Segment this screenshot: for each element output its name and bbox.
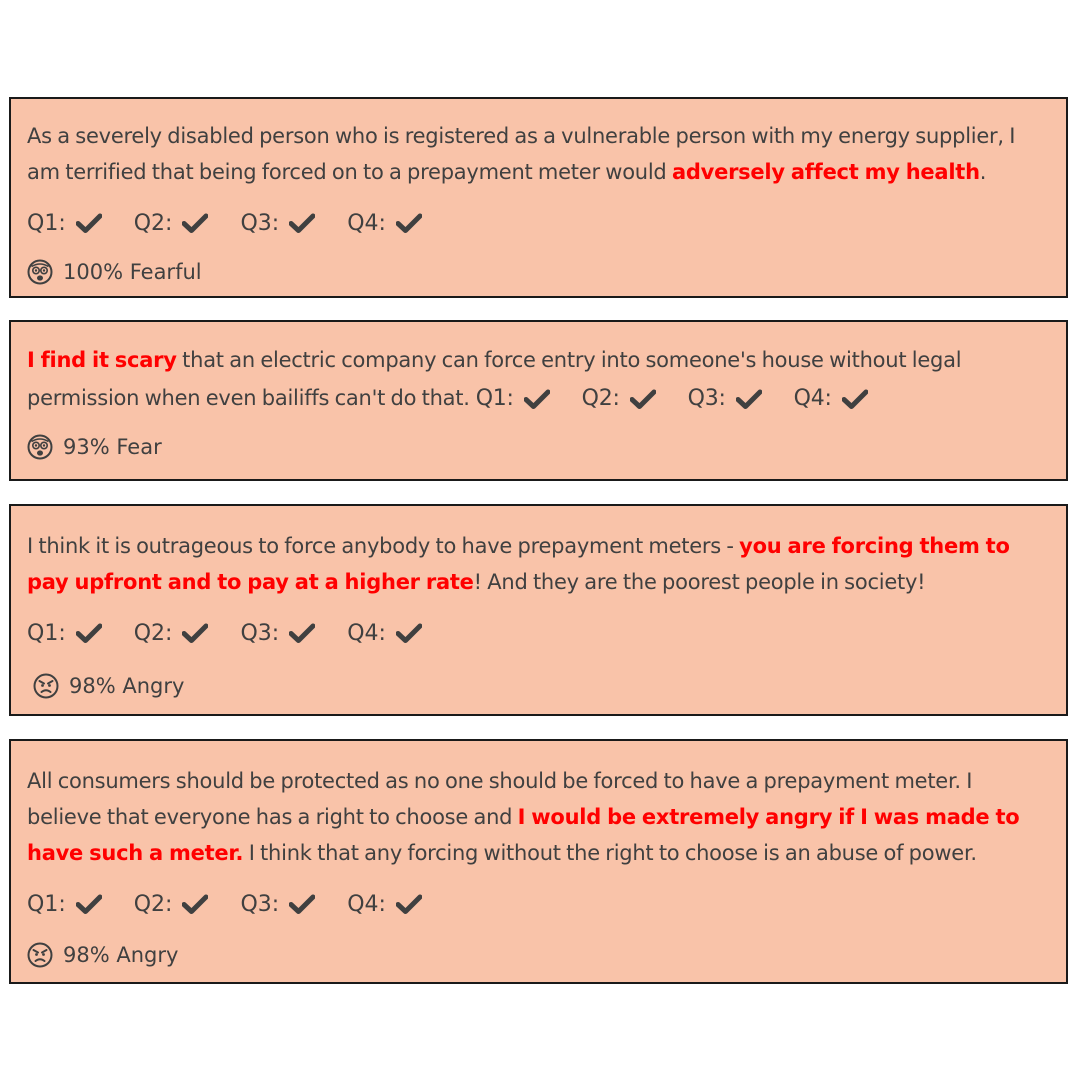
checkmark-icon bbox=[182, 213, 208, 233]
question-label: Q2: bbox=[133, 210, 173, 236]
question-check bbox=[134, 211, 209, 236]
comment-card bbox=[9, 739, 1068, 984]
emotion-label: 98% Angry bbox=[69, 674, 185, 698]
comment-line bbox=[27, 379, 1050, 418]
question-check bbox=[240, 892, 315, 917]
text-segment: . bbox=[979, 160, 987, 184]
highlighted-phrase: I find it scary bbox=[27, 348, 177, 372]
comment-line bbox=[27, 341, 1050, 379]
question-check bbox=[240, 211, 315, 236]
checkmark-icon bbox=[289, 623, 315, 643]
comment-line bbox=[27, 564, 1050, 600]
angry-face-icon bbox=[33, 673, 59, 699]
comment-line bbox=[27, 763, 1050, 799]
highlighted-phrase: adversely affect my health bbox=[671, 160, 980, 184]
question-check bbox=[27, 621, 102, 646]
checkmark-icon bbox=[396, 213, 422, 233]
highlighted-phrase: I would be extremely angry if I was made to bbox=[517, 805, 1020, 829]
question-label: Q3: bbox=[240, 210, 280, 236]
question-label: Q1: bbox=[27, 620, 66, 646]
emotion-badge bbox=[27, 938, 1050, 972]
highlighted-phrase: pay upfront and to pay at a higher rate bbox=[27, 570, 474, 594]
question-checks bbox=[476, 380, 900, 418]
comment-card bbox=[9, 320, 1068, 481]
question-check bbox=[27, 211, 102, 236]
checkmark-icon bbox=[76, 894, 102, 914]
question-check bbox=[476, 380, 550, 418]
angry-face-icon bbox=[27, 942, 53, 968]
question-label: Q4: bbox=[793, 386, 832, 411]
question-check bbox=[27, 892, 102, 917]
checkmark-icon bbox=[76, 623, 102, 643]
question-label: Q3: bbox=[687, 386, 726, 411]
question-label: Q2: bbox=[581, 386, 620, 411]
comment-text bbox=[27, 341, 1050, 418]
comment-card bbox=[9, 504, 1068, 716]
text-segment: All consumers should be protected as no one should be forced to have a prepayment meter. I bbox=[27, 769, 973, 793]
comment-line bbox=[27, 799, 1050, 835]
question-label: Q1: bbox=[27, 891, 66, 917]
text-segment: permission when even bailiffs can't do that. bbox=[27, 386, 470, 410]
text-segment: am terrified that being forced on to a prepayment meter would bbox=[27, 160, 672, 184]
comment-line bbox=[27, 154, 1050, 190]
question-checks bbox=[27, 613, 1050, 653]
comment-text bbox=[27, 528, 1050, 600]
checkmark-icon bbox=[630, 389, 656, 409]
checkmark-icon bbox=[396, 623, 422, 643]
text-segment: that an electric company can force entry into someone's house without legal bbox=[176, 348, 962, 372]
emotion-badge bbox=[27, 430, 1050, 464]
question-checks bbox=[27, 203, 1050, 243]
comment-text bbox=[27, 118, 1050, 190]
checkmark-icon bbox=[182, 623, 208, 643]
question-check bbox=[794, 380, 868, 418]
emotion-label: 98% Angry bbox=[63, 943, 179, 967]
checkmark-icon bbox=[76, 213, 102, 233]
highlighted-phrase: have such a meter. bbox=[27, 841, 244, 865]
question-checks bbox=[27, 884, 1050, 924]
question-label: Q1: bbox=[27, 210, 66, 236]
question-label: Q4: bbox=[347, 620, 386, 646]
text-segment: ! And they are the poorest people in society! bbox=[473, 570, 926, 594]
emotion-label: 100% Fearful bbox=[63, 260, 202, 284]
question-label: Q4: bbox=[347, 891, 386, 917]
text-segment: As a severely disabled person who is registered as a vulnerable person with my energy supplier, I bbox=[27, 124, 1016, 148]
checkmark-icon bbox=[736, 389, 762, 409]
question-label: Q3: bbox=[240, 620, 280, 646]
question-label: Q1: bbox=[475, 386, 514, 411]
text-segment: I think that any forcing without the right to choose is an abuse of power. bbox=[243, 841, 977, 865]
comment-text bbox=[27, 763, 1050, 871]
fearful-face-icon bbox=[27, 259, 53, 285]
question-label: Q3: bbox=[240, 891, 280, 917]
question-label: Q2: bbox=[133, 620, 173, 646]
highlighted-phrase: you are forcing them to bbox=[739, 534, 1010, 558]
question-check bbox=[134, 621, 209, 646]
question-check bbox=[688, 380, 762, 418]
question-check bbox=[347, 621, 422, 646]
text-segment: I think it is outrageous to force anybody to have prepayment meters - bbox=[27, 534, 740, 558]
comment-card bbox=[9, 97, 1068, 298]
comment-line bbox=[27, 835, 1050, 871]
checkmark-icon bbox=[289, 894, 315, 914]
question-check bbox=[240, 621, 315, 646]
question-check bbox=[347, 892, 422, 917]
checkmark-icon bbox=[842, 389, 868, 409]
question-label: Q4: bbox=[347, 210, 386, 236]
comment-line bbox=[27, 118, 1050, 154]
question-check bbox=[347, 211, 422, 236]
text-segment: believe that everyone has a right to choose and bbox=[27, 805, 518, 829]
question-label: Q2: bbox=[133, 891, 173, 917]
emotion-label: 93% Fear bbox=[63, 435, 162, 459]
emotion-badge bbox=[27, 669, 1050, 703]
checkmark-icon bbox=[396, 894, 422, 914]
comment-line bbox=[27, 528, 1050, 564]
emotion-badge bbox=[27, 255, 1050, 289]
question-check bbox=[134, 892, 209, 917]
fearful-face-icon bbox=[27, 434, 53, 460]
question-check bbox=[582, 380, 656, 418]
checkmark-icon bbox=[289, 213, 315, 233]
checkmark-icon bbox=[182, 894, 208, 914]
checkmark-icon bbox=[524, 389, 550, 409]
